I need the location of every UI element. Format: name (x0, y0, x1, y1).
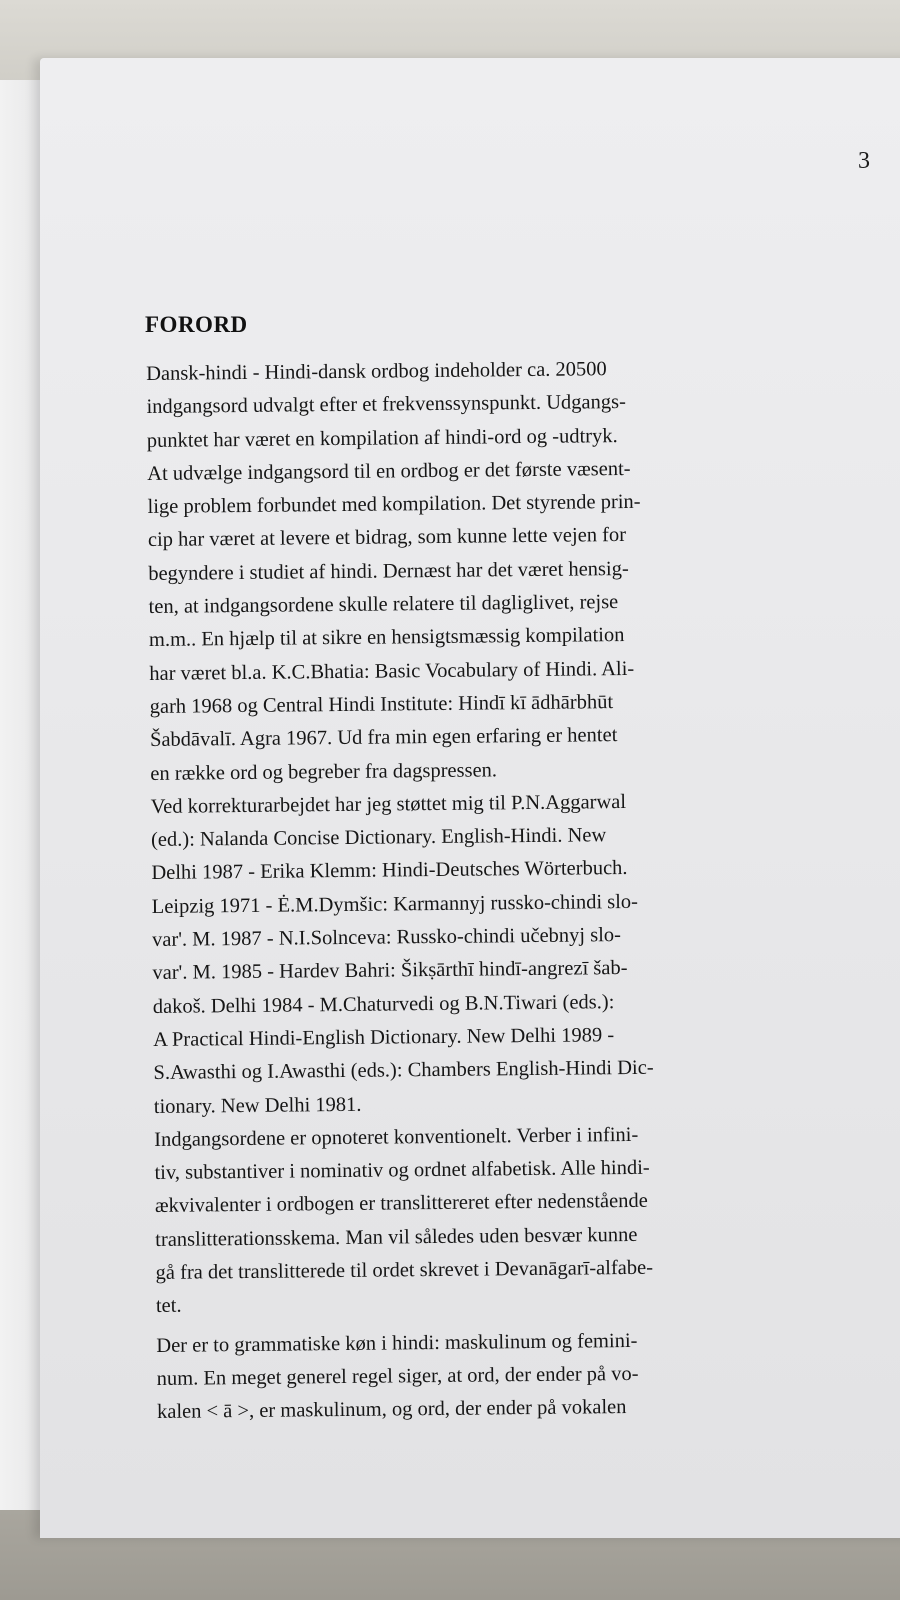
page-heading: FORORD (145, 312, 248, 337)
text-line: S.Awasthi og I.Awasthi (eds.): Chambers English-Hindi Dic- (153, 1056, 654, 1085)
text-line: num. En meget generel regel siger, at ord, der ender på vo- (156, 1362, 639, 1390)
paragraph (151, 783, 874, 1123)
text-line: Ved korrekturarbejdet har jeg støttet mig til P.N.Aggarwal (150, 790, 627, 818)
text-line: indgangsord udvalgt efter et frekvenssynspunkt. Udgangs- (146, 391, 626, 419)
text-line: Šabdāvalī. Agra 1967. Ud fra min egen erfaring er hentet (149, 724, 618, 752)
text-line: Dansk-hindi - Hindi-dansk ordbog indeholder ca. 20500 (146, 358, 607, 385)
text-line: m.m.. En hjælp til at sikre en hensigtsmæssig kompilation (148, 624, 625, 652)
text-line: tionary. New Delhi 1981. (153, 1093, 362, 1118)
text-line: Delhi 1987 - Erika Klemm: Hindi-Deutsches Wörterbuch. (151, 857, 628, 885)
text-line: cip har været at levere et bidrag, som kunne lette vejen for (147, 524, 627, 552)
text-line: var'. M. 1987 - N.I.Solnceva: Russko-chindi učebnyj slo- (151, 924, 622, 952)
text-line: A Practical Hindi-English Dictionary. New Delhi 1989 - (153, 1024, 615, 1051)
text-line: dakoš. Delhi 1984 - M.Chaturvedi og B.N.Tiwari (eds.): (152, 990, 615, 1018)
paragraph (156, 1322, 877, 1429)
text-line: kalen < ā >, er maskulinum, og ord, der ender på vokalen (156, 1396, 627, 1424)
text-line: gå fra det translitterede til ordet skrevet i Devanāgarī-alfabe- (155, 1256, 654, 1284)
text-line: lige problem forbundet med kompilation. Det styrende prin- (147, 491, 641, 519)
text-line: (ed.): Nalanda Concise Dictionary. English-Hindi. New (150, 824, 607, 852)
text-line: translitterationsskema. Man vil således uden besvær kunne (155, 1223, 638, 1251)
text-line: har været bl.a. K.C.Bhatia: Basic Vocabulary of Hindi. Ali- (149, 657, 635, 685)
text-line: Der er to grammatiske køn i hindi: maskulinum og femini- (156, 1329, 638, 1357)
text-line: tiv, substantiver i nominativ og ordnet alfabetisk. Alle hindi- (154, 1156, 650, 1185)
text-line: en række ord og begreber fra dagspressen. (150, 758, 498, 785)
body-text (146, 350, 877, 1429)
text-line: begyndere i studiet af hindi. Dernæst har det været hensig- (148, 557, 629, 585)
paragraph (154, 1116, 876, 1323)
text-line: Indgangsordene er opnoteret konventionelt. Verber i infini- (154, 1123, 639, 1151)
text-line: At udvælge indgangsord til en ordbog er det første væsent- (147, 457, 631, 485)
text-line: garh 1968 og Central Hindi Institute: Hindī kī ādhārbhūt (149, 691, 614, 718)
text-line: ækvivalenter i ordbogen er translittereret efter nedenstående (154, 1190, 648, 1218)
text-line: ten, at indgangsordene skulle relatere til dagliglivet, rejse (148, 591, 619, 619)
text-line: punktet har været en kompilation af hindi-ord og -udtryk. (146, 424, 618, 452)
paragraph (146, 350, 870, 790)
text-line: var'. M. 1985 - Hardev Bahri: Šikṣārthī hindī-angrezī šab- (152, 957, 628, 985)
text-line: tet. (155, 1294, 182, 1318)
text-line: Leipzig 1971 - Ė.M.Dymšic: Karmannyj russko-chindi slo- (151, 890, 639, 918)
page-number: 3 (858, 148, 870, 174)
